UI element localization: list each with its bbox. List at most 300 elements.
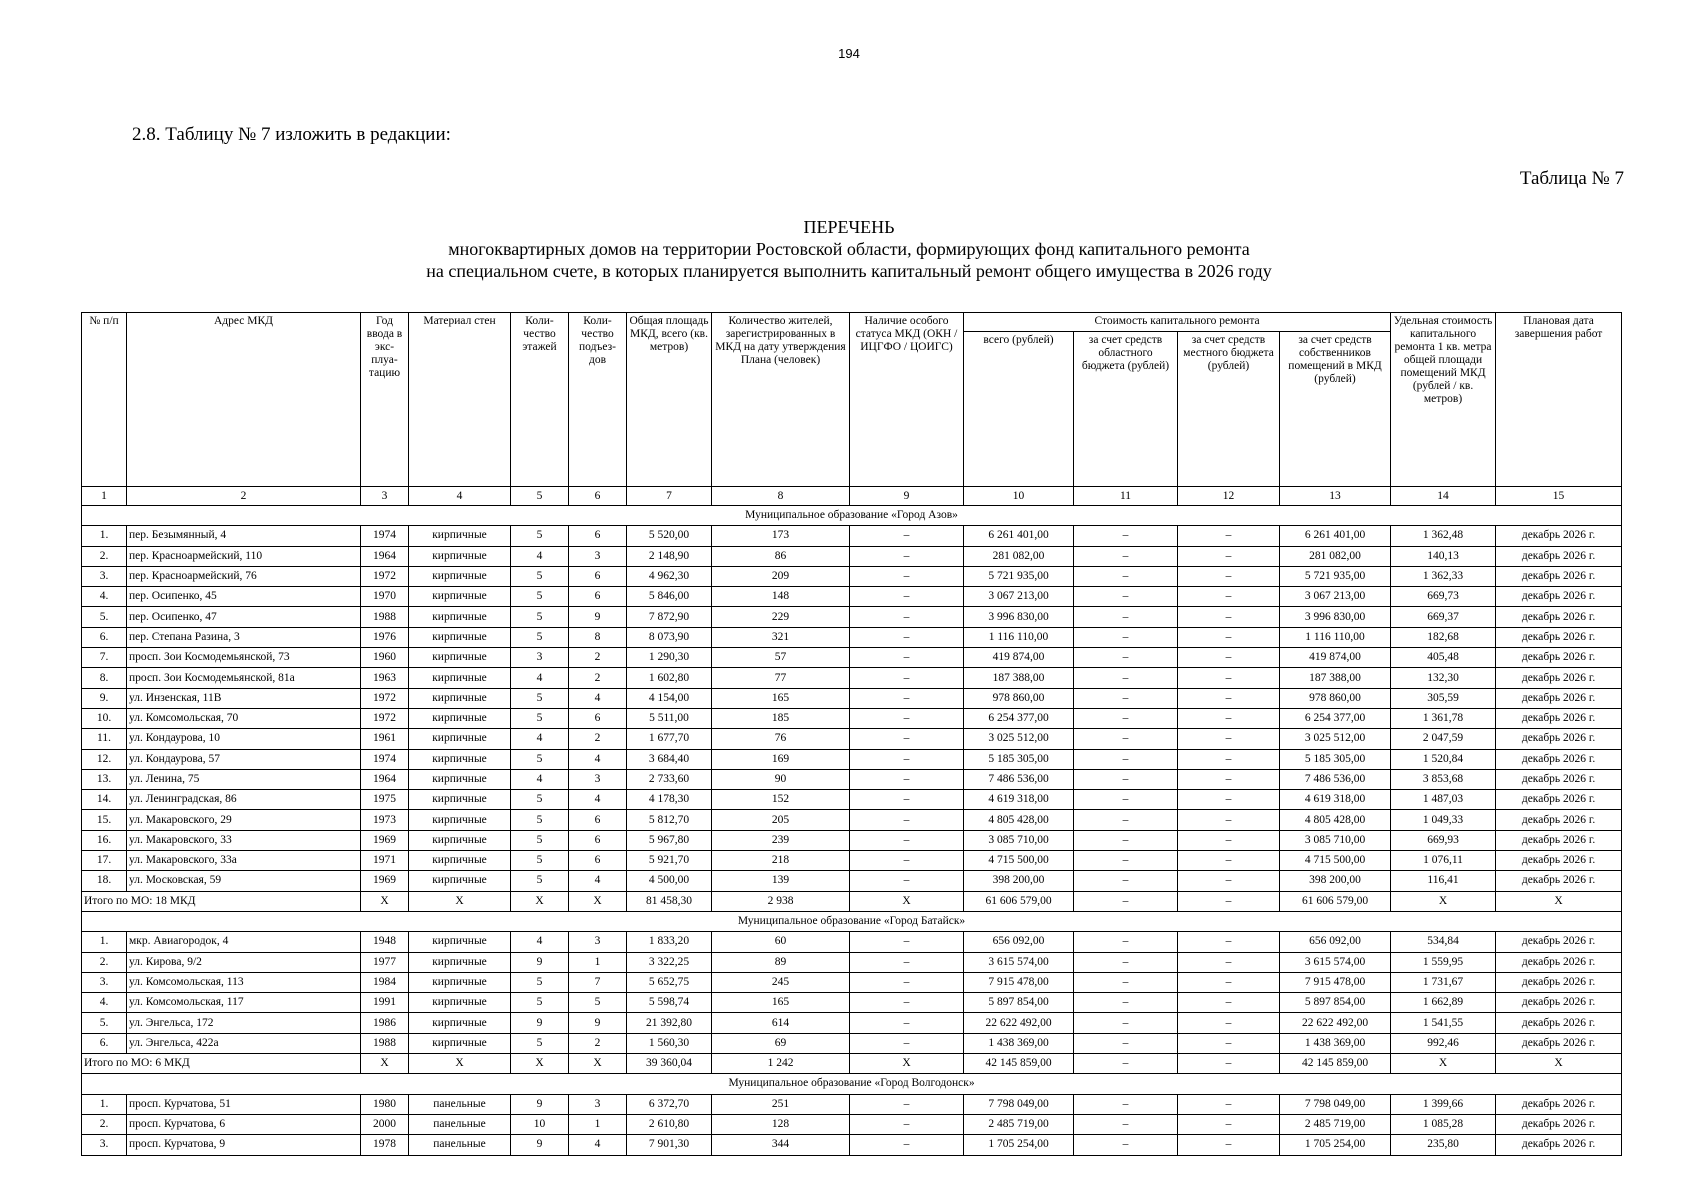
table-cell: 4 619 318,00 — [964, 790, 1074, 810]
table-cell: – — [1178, 607, 1280, 627]
table-cell: 5 897 854,00 — [1280, 993, 1391, 1013]
table-row — [82, 708, 1622, 728]
table-cell: – — [1178, 871, 1280, 891]
table-cell: 4 715 500,00 — [1280, 851, 1391, 871]
table-cell: 1972 — [361, 708, 409, 728]
table-cell: 1 362,33 — [1391, 566, 1496, 586]
table-cell: – — [1178, 932, 1280, 952]
table-cell: 2 — [569, 1033, 627, 1053]
table-cell: 5 652,75 — [627, 972, 712, 992]
heading-subtitle-2: на специальном счете, в которых планируется выполнить капитальный ремонт общего имущества в 2026 году — [426, 261, 1272, 281]
total-cell: – — [1074, 891, 1178, 911]
heading-title: ПЕРЕЧЕНЬ — [803, 217, 895, 237]
table-cell: 4 — [511, 668, 569, 688]
table-cell: 1 560,30 — [627, 1033, 712, 1053]
table-cell: 4 — [511, 769, 569, 789]
total-cell: X — [569, 1054, 627, 1074]
table-cell: – — [1074, 587, 1178, 607]
table-cell: 185 — [712, 708, 850, 728]
col-header-cost-local: за счет средств местного бюджета (рублей) — [1178, 332, 1280, 487]
table-cell: 9 — [511, 1094, 569, 1114]
table-cell: декабрь 2026 г. — [1496, 1013, 1622, 1033]
table-cell: – — [1178, 729, 1280, 749]
table-cell: 5 — [511, 871, 569, 891]
table-cell: просп. Курчатова, 9 — [127, 1135, 361, 1155]
table-cell: 1977 — [361, 952, 409, 972]
table-cell: 534,84 — [1391, 932, 1496, 952]
table-cell: 7 — [569, 972, 627, 992]
table-cell: 6 254 377,00 — [1280, 708, 1391, 728]
table-cell: 2 — [569, 648, 627, 668]
table-cell: – — [850, 627, 964, 647]
table-body — [82, 506, 1622, 1156]
table-cell: 60 — [712, 932, 850, 952]
table-cell: – — [850, 1033, 964, 1053]
table-cell: 1 362,48 — [1391, 526, 1496, 546]
col-header-number: № п/п — [82, 313, 127, 487]
table-cell: 5 511,00 — [627, 708, 712, 728]
table-cell: ул. Энгельса, 422а — [127, 1033, 361, 1053]
table-cell: кирпичные — [409, 648, 511, 668]
column-number-cell: 3 — [361, 487, 409, 506]
table-cell: панельные — [409, 1135, 511, 1155]
table-cell: 3 085 710,00 — [964, 830, 1074, 850]
table-cell: – — [1074, 566, 1178, 586]
table-cell: 89 — [712, 952, 850, 972]
table-cell: 9 — [569, 607, 627, 627]
table-cell: 2. — [82, 952, 127, 972]
table-cell: – — [1074, 668, 1178, 688]
table-cell: декабрь 2026 г. — [1496, 1033, 1622, 1053]
table-cell: 6 261 401,00 — [1280, 526, 1391, 546]
table-cell: 656 092,00 — [1280, 932, 1391, 952]
table-cell: 2 485 719,00 — [1280, 1114, 1391, 1134]
table-cell: 1 361,78 — [1391, 708, 1496, 728]
table-cell: декабрь 2026 г. — [1496, 749, 1622, 769]
table-cell: 4 — [569, 871, 627, 891]
table-cell: 1984 — [361, 972, 409, 992]
table-cell: 2 — [569, 729, 627, 749]
table-cell: декабрь 2026 г. — [1496, 587, 1622, 607]
table-cell: 165 — [712, 688, 850, 708]
col-header-completion-date: Плановая дата завершения работ — [1496, 313, 1622, 487]
table-cell: 1964 — [361, 546, 409, 566]
table-cell: 6 — [569, 708, 627, 728]
table-cell: 1. — [82, 1094, 127, 1114]
table-cell: 1 085,28 — [1391, 1114, 1496, 1134]
table-cell: 419 874,00 — [1280, 648, 1391, 668]
table-cell: 4. — [82, 587, 127, 607]
table-cell: – — [1074, 769, 1178, 789]
table-cell: декабрь 2026 г. — [1496, 810, 1622, 830]
table-cell: – — [1074, 1094, 1178, 1114]
table-cell: – — [1178, 851, 1280, 871]
table-cell: 5 — [511, 566, 569, 586]
section-title: Муниципальное образование «Город Волгодонск» — [82, 1074, 1622, 1094]
table-cell: 5 846,00 — [627, 587, 712, 607]
table-cell: – — [850, 546, 964, 566]
section-title: Муниципальное образование «Город Батайск» — [82, 911, 1622, 931]
table-cell: – — [1074, 952, 1178, 972]
table-cell: декабрь 2026 г. — [1496, 871, 1622, 891]
table-cell: ул. Комсомольская, 113 — [127, 972, 361, 992]
table-cell: 2 — [569, 668, 627, 688]
table-cell: ул. Макаровского, 33 — [127, 830, 361, 850]
table-cell: ул. Кондаурова, 10 — [127, 729, 361, 749]
table-cell: 5 185 305,00 — [964, 749, 1074, 769]
table-row — [82, 851, 1622, 871]
total-cell: X — [1496, 891, 1622, 911]
section-header-row — [82, 1074, 1622, 1094]
table-cell: панельные — [409, 1094, 511, 1114]
column-numbers-row — [82, 487, 1622, 506]
table-cell: – — [850, 749, 964, 769]
table-row — [82, 668, 1622, 688]
table-cell: 69 — [712, 1033, 850, 1053]
table-cell: декабрь 2026 г. — [1496, 1114, 1622, 1134]
total-cell: X — [361, 891, 409, 911]
table-cell: – — [1178, 627, 1280, 647]
table-cell: 1 833,20 — [627, 932, 712, 952]
table-cell: – — [1074, 790, 1178, 810]
table-cell: 669,73 — [1391, 587, 1496, 607]
table-cell: – — [1178, 830, 1280, 850]
table-cell: 4 — [511, 729, 569, 749]
table-cell: ул. Ленинградская, 86 — [127, 790, 361, 810]
table-cell: декабрь 2026 г. — [1496, 851, 1622, 871]
table-cell: 12. — [82, 749, 127, 769]
table-cell: кирпичные — [409, 627, 511, 647]
table-cell: 1964 — [361, 769, 409, 789]
table-cell: 305,59 — [1391, 688, 1496, 708]
table-row — [82, 648, 1622, 668]
col-header-cost-group: Стоимость капитального ремонта — [964, 313, 1391, 332]
table-cell: – — [1074, 851, 1178, 871]
table-cell: 5 — [511, 627, 569, 647]
total-cell: 42 145 859,00 — [1280, 1054, 1391, 1074]
table-cell: 3. — [82, 566, 127, 586]
col-header-unit-cost: Удельная стоимость капитального ремонта 1 кв. метра общей площади помещений МКД (рублей / кв. метров) — [1391, 313, 1496, 487]
table-cell: 1986 — [361, 1013, 409, 1033]
table-cell: 239 — [712, 830, 850, 850]
table-cell: 7 915 478,00 — [1280, 972, 1391, 992]
table-cell: 4 — [569, 688, 627, 708]
table-cell: 5 — [511, 972, 569, 992]
total-cell: X — [1391, 891, 1496, 911]
table-cell: 9 — [511, 1013, 569, 1033]
total-cell: X — [511, 891, 569, 911]
table-cell: 7 901,30 — [627, 1135, 712, 1155]
table-cell: 9 — [569, 1013, 627, 1033]
table-cell: 10 — [511, 1114, 569, 1134]
table-cell: ул. Ленина, 75 — [127, 769, 361, 789]
column-number-cell: 5 — [511, 487, 569, 506]
table-cell: – — [850, 790, 964, 810]
total-cell: X — [511, 1054, 569, 1074]
column-number-cell: 14 — [1391, 487, 1496, 506]
table-cell: – — [850, 1013, 964, 1033]
table-row — [82, 1033, 1622, 1053]
table-cell: 1963 — [361, 668, 409, 688]
table-cell: – — [1074, 627, 1178, 647]
table-cell: – — [1178, 1114, 1280, 1134]
table-cell: 281 082,00 — [964, 546, 1074, 566]
table-cell: 4 154,00 — [627, 688, 712, 708]
table-cell: кирпичные — [409, 972, 511, 992]
table-cell: 3 067 213,00 — [964, 587, 1074, 607]
total-cell: 42 145 859,00 — [964, 1054, 1074, 1074]
table-cell: 3 — [569, 769, 627, 789]
table-cell: 1973 — [361, 810, 409, 830]
table-cell: 132,30 — [1391, 668, 1496, 688]
table-cell: 3 067 213,00 — [1280, 587, 1391, 607]
table-cell: 1 — [569, 1114, 627, 1134]
table-cell: 4 — [569, 790, 627, 810]
table-cell: кирпичные — [409, 749, 511, 769]
table-cell: 6 — [569, 587, 627, 607]
table-cell: кирпичные — [409, 851, 511, 871]
table-cell: декабрь 2026 г. — [1496, 729, 1622, 749]
table-cell: 669,37 — [1391, 607, 1496, 627]
table-cell: 7 486 536,00 — [964, 769, 1074, 789]
table-cell: 1971 — [361, 851, 409, 871]
table-cell: 5 897 854,00 — [964, 993, 1074, 1013]
table-cell: – — [1074, 546, 1178, 566]
table-cell: 10. — [82, 708, 127, 728]
table-cell: 1970 — [361, 587, 409, 607]
table-cell: просп. Курчатова, 51 — [127, 1094, 361, 1114]
table-cell: декабрь 2026 г. — [1496, 830, 1622, 850]
column-number-cell: 7 — [627, 487, 712, 506]
table-cell: 17. — [82, 851, 127, 871]
table-cell: 3. — [82, 972, 127, 992]
table-cell: – — [1074, 729, 1178, 749]
table-cell: 398 200,00 — [964, 871, 1074, 891]
table-cell: 1948 — [361, 932, 409, 952]
table-cell: – — [1178, 749, 1280, 769]
table-cell: 1 677,70 — [627, 729, 712, 749]
table-cell: 148 — [712, 587, 850, 607]
table-cell: 3 025 512,00 — [1280, 729, 1391, 749]
table-cell: 1 520,84 — [1391, 749, 1496, 769]
table-cell: 8. — [82, 668, 127, 688]
table-cell: – — [1178, 688, 1280, 708]
total-cell: 2 938 — [712, 891, 850, 911]
table-cell: 281 082,00 — [1280, 546, 1391, 566]
table-cell: пер. Степана Разина, 3 — [127, 627, 361, 647]
table-cell: 6 261 401,00 — [964, 526, 1074, 546]
table-cell: – — [850, 851, 964, 871]
table-row — [82, 790, 1622, 810]
table-cell: мкр. Авиагородок, 4 — [127, 932, 361, 952]
table-cell: 2 733,60 — [627, 769, 712, 789]
table-cell: 4 178,30 — [627, 790, 712, 810]
table-cell: 6 372,70 — [627, 1094, 712, 1114]
table-cell: – — [1074, 607, 1178, 627]
table-cell: пер. Красноармейский, 110 — [127, 546, 361, 566]
table-cell: 3 — [569, 932, 627, 952]
column-number-cell: 15 — [1496, 487, 1622, 506]
table-row — [82, 810, 1622, 830]
table-cell: 128 — [712, 1114, 850, 1134]
table-cell: декабрь 2026 г. — [1496, 546, 1622, 566]
table-cell: 21 392,80 — [627, 1013, 712, 1033]
table-cell: 4 715 500,00 — [964, 851, 1074, 871]
table-cell: 3 684,40 — [627, 749, 712, 769]
table-cell: 1972 — [361, 566, 409, 586]
table-cell: пер. Осипенко, 45 — [127, 587, 361, 607]
table-row — [82, 932, 1622, 952]
table-cell: 90 — [712, 769, 850, 789]
table-cell: 5 598,74 — [627, 993, 712, 1013]
total-cell: X — [361, 1054, 409, 1074]
table-cell: 321 — [712, 627, 850, 647]
table-cell: 5 — [511, 708, 569, 728]
col-header-floors: Коли- чество этажей — [511, 313, 569, 487]
table-cell: декабрь 2026 г. — [1496, 932, 1622, 952]
table-cell: ул. Макаровского, 29 — [127, 810, 361, 830]
table-cell: – — [1178, 790, 1280, 810]
table-cell: 4. — [82, 993, 127, 1013]
table-cell: 1 438 369,00 — [1280, 1033, 1391, 1053]
table-cell: 5 — [511, 587, 569, 607]
table-cell: 1988 — [361, 607, 409, 627]
table-cell: 4 500,00 — [627, 871, 712, 891]
table-cell: 1. — [82, 932, 127, 952]
table-cell: – — [850, 729, 964, 749]
table-cell: 1960 — [361, 648, 409, 668]
table-cell: 13. — [82, 769, 127, 789]
table-cell: – — [1074, 1033, 1178, 1053]
table-row — [82, 627, 1622, 647]
table-row — [82, 830, 1622, 850]
table-cell: 3 085 710,00 — [1280, 830, 1391, 850]
table-cell: 1 602,80 — [627, 668, 712, 688]
column-number-cell: 9 — [850, 487, 964, 506]
table-row — [82, 769, 1622, 789]
total-cell: – — [1178, 1054, 1280, 1074]
table-cell: кирпичные — [409, 790, 511, 810]
table-cell: кирпичные — [409, 566, 511, 586]
table-cell: – — [850, 587, 964, 607]
total-row — [82, 1054, 1622, 1074]
table-cell: 205 — [712, 810, 850, 830]
table-cell: 218 — [712, 851, 850, 871]
col-header-residents: Количество жителей, зарегистрированных в МКД на дату утверждения Плана (человек) — [712, 313, 850, 487]
table-cell: 3 — [511, 648, 569, 668]
table-cell: – — [1074, 1114, 1178, 1134]
table-cell: 1974 — [361, 526, 409, 546]
table-row — [82, 871, 1622, 891]
table-cell: 15. — [82, 810, 127, 830]
table-cell: ул. Макаровского, 33а — [127, 851, 361, 871]
table-cell: 6. — [82, 1033, 127, 1053]
table-cell: декабрь 2026 г. — [1496, 769, 1622, 789]
table-cell: 7 486 536,00 — [1280, 769, 1391, 789]
table-cell: 140,13 — [1391, 546, 1496, 566]
table-cell: кирпичные — [409, 1033, 511, 1053]
total-cell: X — [1496, 1054, 1622, 1074]
table-cell: 5 — [511, 526, 569, 546]
table-cell: 2 485 719,00 — [964, 1114, 1074, 1134]
total-row — [82, 891, 1622, 911]
table-cell: 5. — [82, 1013, 127, 1033]
table-cell: – — [850, 607, 964, 627]
table-cell: 614 — [712, 1013, 850, 1033]
table-cell: кирпичные — [409, 871, 511, 891]
table-cell: декабрь 2026 г. — [1496, 607, 1622, 627]
table-cell: 5. — [82, 607, 127, 627]
table-cell: – — [1178, 587, 1280, 607]
table-cell: 5 520,00 — [627, 526, 712, 546]
table-cell: просп. Зои Космодемьянской, 81а — [127, 668, 361, 688]
table-cell: 165 — [712, 993, 850, 1013]
table-cell: 1 731,67 — [1391, 972, 1496, 992]
table-cell: – — [1178, 1033, 1280, 1053]
table-cell: 1 290,30 — [627, 648, 712, 668]
table-cell: 235,80 — [1391, 1135, 1496, 1155]
table-cell: – — [850, 972, 964, 992]
table-cell: – — [850, 1114, 964, 1134]
table-cell: 5 721 935,00 — [964, 566, 1074, 586]
table-cell: – — [1074, 708, 1178, 728]
table-cell: 5 — [511, 810, 569, 830]
table-cell: – — [1178, 526, 1280, 546]
table-cell: – — [850, 810, 964, 830]
table-cell: 4 805 428,00 — [1280, 810, 1391, 830]
table-cell: 4 — [569, 749, 627, 769]
table-cell: кирпичные — [409, 607, 511, 627]
table-cell: – — [850, 993, 964, 1013]
table-cell: 4 962,30 — [627, 566, 712, 586]
table-cell: 139 — [712, 871, 850, 891]
table-cell: – — [1178, 566, 1280, 586]
table-cell: декабрь 2026 г. — [1496, 1094, 1622, 1114]
table-cell: 6 — [569, 526, 627, 546]
table-cell: 3 996 830,00 — [1280, 607, 1391, 627]
table-cell: – — [1074, 1135, 1178, 1155]
table-cell: – — [850, 668, 964, 688]
table-cell: 7. — [82, 648, 127, 668]
table-cell: декабрь 2026 г. — [1496, 952, 1622, 972]
table-cell: – — [1178, 1135, 1280, 1155]
table-cell: 1 541,55 — [1391, 1013, 1496, 1033]
table-cell: 3 615 574,00 — [964, 952, 1074, 972]
table-cell: – — [850, 871, 964, 891]
table-cell: 1976 — [361, 627, 409, 647]
table-cell: – — [1074, 871, 1178, 891]
table-cell: 7 872,90 — [627, 607, 712, 627]
table-cell: 5 — [511, 851, 569, 871]
table-cell: 77 — [712, 668, 850, 688]
table-cell: 169 — [712, 749, 850, 769]
table-cell: 8 073,90 — [627, 627, 712, 647]
table-cell: 4 805 428,00 — [964, 810, 1074, 830]
table-cell: 76 — [712, 729, 850, 749]
table-cell: кирпичные — [409, 546, 511, 566]
table-cell: 7 915 478,00 — [964, 972, 1074, 992]
table-cell: 344 — [712, 1135, 850, 1155]
table-cell: 6 — [569, 830, 627, 850]
table-cell: ул. Инзенская, 11В — [127, 688, 361, 708]
table-cell: 1980 — [361, 1094, 409, 1114]
table-cell: кирпичные — [409, 993, 511, 1013]
instruction-text: 2.8. Таблицу № 7 изложить в редакции: — [132, 124, 451, 145]
total-cell: X — [409, 1054, 511, 1074]
table-cell: 152 — [712, 790, 850, 810]
col-header-year: Год ввода в экс- плуа- тацию — [361, 313, 409, 487]
table-cell: 992,46 — [1391, 1033, 1496, 1053]
